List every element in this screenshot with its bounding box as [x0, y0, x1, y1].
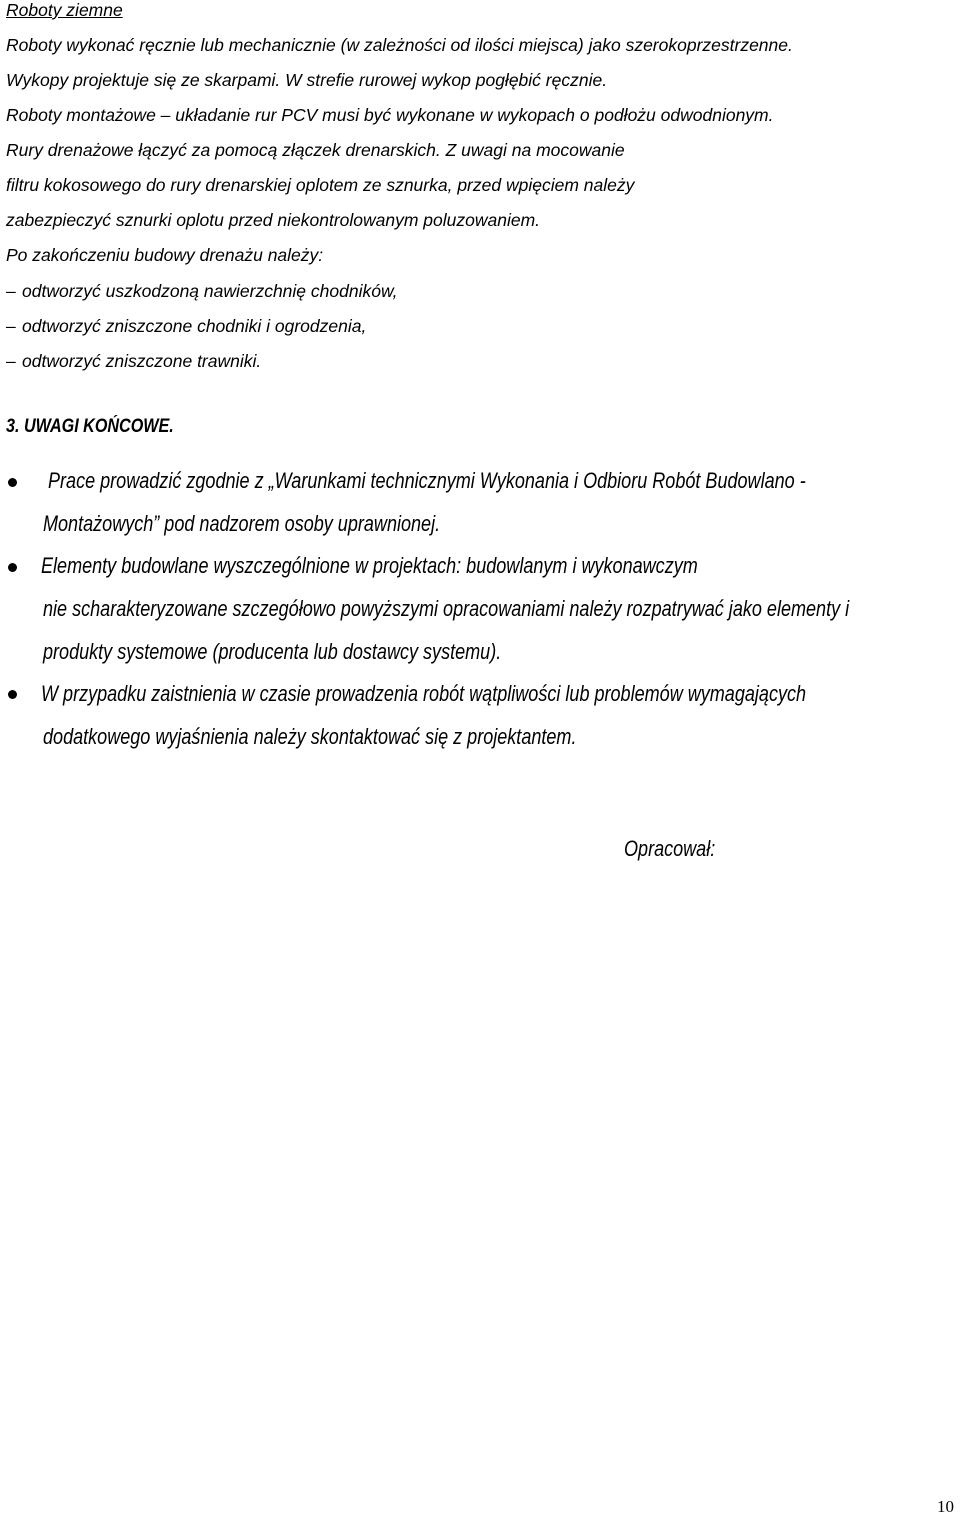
bullet-line: dodatkowego wyjaśnienia należy skontaktować się z projektantem.: [43, 724, 577, 749]
paragraph-line: Po zakończeniu budowy drenażu należy:: [6, 245, 324, 265]
dash-list-item-text: odtworzyć zniszczone chodniki i ogrodzenia,: [22, 316, 367, 336]
signature-label: Opracował:: [624, 836, 716, 861]
bullet-line: W przypadku zaistnienia w czasie prowadzenia robót wątpliwości lub problemów wymagających: [41, 681, 807, 706]
dash-list-item: [6, 351, 261, 371]
dash-list-item-text: odtworzyć uszkodzoną nawierzchnię chodników,: [22, 281, 398, 301]
paragraph-line: Wykopy projektuje się ze skarpami. W strefie rurowej wykop pogłębić ręcznie.: [6, 70, 608, 90]
paragraph-line: Roboty montażowe – układanie rur PCV musi być wykonane w wykopach o podłożu odwodnionym.: [6, 105, 774, 125]
bullet-line: produkty systemowe (producenta lub dostawcy systemu).: [43, 639, 502, 664]
dash-list-item: [6, 281, 397, 301]
section-title: Roboty ziemne: [6, 0, 123, 20]
paragraph-line: Rury drenażowe łączyć za pomocą złączek drenarskich. Z uwagi na mocowanie: [6, 140, 625, 160]
dash-marker: –: [6, 281, 16, 301]
paragraph-line: Roboty wykonać ręcznie lub mechanicznie (w zależności od ilości miejsca) jako szerokoprzestrzenne.: [6, 35, 793, 55]
paragraph-line: filtru kokosowego do rury drenarskiej oplotem ze sznurka, przed wpięciem należy: [6, 175, 635, 195]
dash-marker: –: [6, 351, 16, 371]
closing-heading: 3. UWAGI KOŃCOWE.: [6, 416, 174, 437]
bullet-line: Elementy budowlane wyszczególnione w projektach: budowlanym i wykonawczym: [41, 553, 698, 578]
bullet-line: Montażowych” pod nadzorem osoby uprawnionej.: [43, 511, 441, 536]
bullet-dot-icon: [8, 563, 17, 572]
bullet-line: Prace prowadzić zgodnie z „Warunkami technicznymi Wykonania i Odbioru Robót Budowlano -: [48, 468, 806, 493]
page-number: 10: [937, 1497, 954, 1516]
paragraph-line: zabezpieczyć sznurki oplotu przed niekontrolowanym poluzowaniem.: [6, 210, 541, 230]
bullet-dot-icon: [8, 478, 17, 487]
dash-list-item: [6, 316, 366, 336]
bullet-dot-icon: [8, 690, 17, 699]
dash-list-item-text: odtworzyć zniszczone trawniki.: [22, 351, 262, 371]
bullet-line: nie scharakteryzowane szczegółowo powyższymi opracowaniami należy rozpatrywać jako elementy i: [43, 596, 850, 621]
dash-marker: –: [6, 316, 16, 336]
